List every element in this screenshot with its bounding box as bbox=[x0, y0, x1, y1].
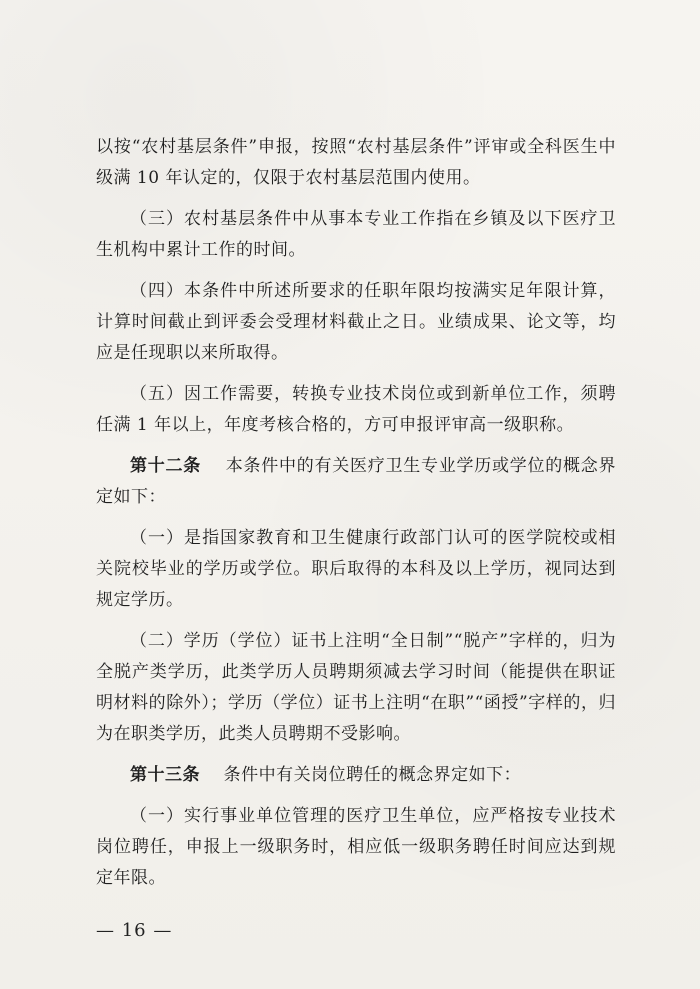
article-12-gap bbox=[207, 456, 219, 476]
document-body bbox=[96, 132, 616, 904]
article-13-text: 条件中有关岗位聘任的概念界定如下： bbox=[223, 765, 522, 785]
article-13-gap bbox=[206, 765, 218, 785]
article-12 bbox=[96, 451, 616, 513]
paragraph-7-text: （二）学历（学位）证书上注明“全日制”“脱产”字样的，归为全脱产类学历，此类学历人员聘期须减去学习时间（能提供在职证明材料的除外）；学历（学位）证书上注明“在职”“函授”字样的，归为在职类学历，此类人员聘期不受影响。 bbox=[96, 631, 616, 744]
paragraph-9-text: （一）实行事业单位管理的医疗卫生单位，应严格按专业技术岗位聘任，申报上一级职务时，相应低一级职务聘任时间应达到规定年限。 bbox=[96, 806, 616, 888]
paragraph-1-text: 以按“农村基层条件”申报，按照“农村基层条件”评审或全科医生中级满 10 年认定的，仅限于农村基层范围内使用。 bbox=[96, 137, 616, 188]
article-13 bbox=[96, 760, 616, 791]
paragraph-4 bbox=[96, 379, 616, 441]
paragraph-2-text: （三）农村基层条件中从事本专业工作指在乡镇及以下医疗卫生机构中累计工作的时间。 bbox=[96, 209, 616, 260]
paragraph-4-text: （五）因工作需要，转换专业技术岗位或到新单位工作，须聘任满 1 年以上，年度考核合格的，方可申报评审高一级职称。 bbox=[96, 384, 616, 435]
paragraph-6-text: （一）是指国家教育和卫生健康行政部门认可的医学院校或相关院校毕业的学历或学位。职后取得的本科及以上学历，视同达到规定学历。 bbox=[96, 528, 616, 610]
article-13-label: 第十三条 bbox=[130, 765, 200, 785]
paragraph-7 bbox=[96, 626, 616, 750]
paragraph-6 bbox=[96, 523, 616, 616]
paragraph-9 bbox=[96, 801, 616, 894]
article-12-text: 本条件中的有关医疗卫生专业学历或学位的概念界定如下： bbox=[96, 456, 617, 507]
paragraph-1 bbox=[96, 132, 616, 194]
page-number: — 16 — bbox=[96, 920, 173, 941]
paragraph-3-text: （四）本条件中所述所要求的任职年限均按满实足年限计算，计算时间截止到评委会受理材料截止之日。业绩成果、论文等，均应是任现职以来所取得。 bbox=[96, 281, 616, 363]
paragraph-3 bbox=[96, 276, 616, 369]
paragraph-2 bbox=[96, 204, 616, 266]
article-12-label: 第十二条 bbox=[130, 456, 202, 476]
